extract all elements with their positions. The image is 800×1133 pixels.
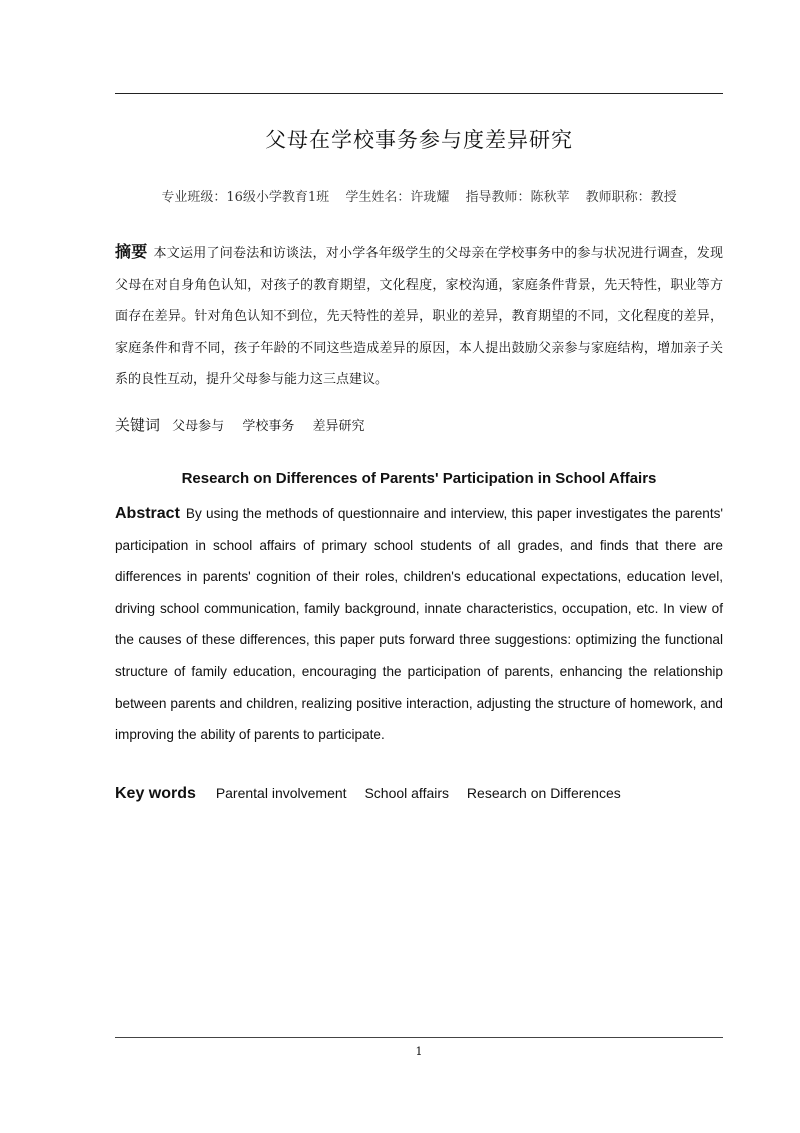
author-info-line: [115, 186, 723, 205]
english-keyword: Parental involvement: [215, 785, 347, 801]
chinese-keywords-label: 关键词: [115, 416, 161, 434]
header-rule: [115, 93, 723, 94]
chinese-title: 父母在学校事务参与度差异研究: [265, 128, 573, 152]
chinese-keyword: 学校事务: [242, 419, 295, 434]
english-keywords-label: Key words: [115, 785, 196, 802]
advisor-rank: 教师职称：教授: [585, 190, 677, 205]
advisor-name: 指导教师：陈秋苹: [465, 190, 570, 205]
chinese-abstract-text: 本文运用了问卷法和访谈法，对小学各年级学生的父母亲在学校事务中的参与状况进行调查，发现父母在对自身角色认知，对孩子的教育期望，文化程度，家校沟通，家庭条件背景，先天特性，职业等方面存在差异。针对角色认知不到位，先天特性的差异，职业的差异，教育期望的不同，文化程度的差异，家庭条件和背不同，孩子年龄的不同这些造成差异的原因，本人提出鼓励父亲参与家庭结构，增加亲子关系的良性互动，提升父母参与能力这三点建议。: [115, 246, 723, 387]
chinese-keyword: 差异研究: [312, 419, 365, 434]
chinese-keywords: [115, 414, 723, 435]
page-number: 1: [415, 1045, 423, 1058]
english-keyword: Research on Differences: [466, 785, 621, 801]
english-abstract-text: By using the methods of questionnaire and interview, this paper investigates the parents' participation in school affairs of primary school students of all grades, and finds that there are differences in parents' cognition of their roles, children's educational expectations, education level, driving school communication, family background, innate characteristics, occupation, etc. In view of the causes of these differences, this paper puts forward three suggestions: optimizing the functional structure of family education, encouraging the participation of parents, enhancing the relationship between parents and children, realizing positive interaction, adjusting the structure of homework, and improving the ability of parents to participate.: [115, 506, 723, 743]
english-title: Research on Differences of Parents' Participation in School Affairs: [181, 470, 657, 487]
english-abstract: [115, 498, 723, 751]
chinese-abstract: [115, 236, 723, 396]
english-abstract-label: Abstract: [115, 505, 180, 522]
student-name: 学生姓名：许珑耀: [345, 190, 450, 205]
english-keywords: [115, 785, 723, 803]
footer-rule: [115, 1037, 723, 1038]
chinese-abstract-label: 摘要: [115, 242, 148, 261]
english-keyword: School affairs: [364, 785, 450, 801]
class-info: 专业班级：16级小学教育1班: [161, 190, 330, 205]
chinese-keyword: 父母参与: [172, 419, 225, 434]
